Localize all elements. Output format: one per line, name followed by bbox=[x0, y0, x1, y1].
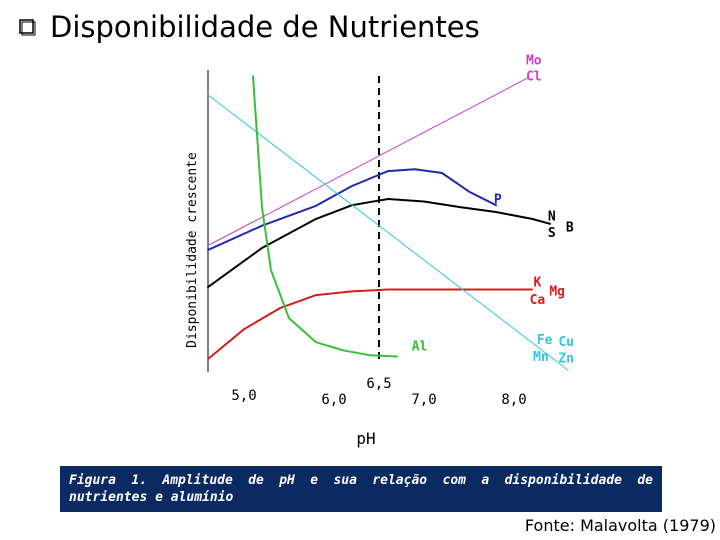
curve-label: Cl bbox=[525, 69, 542, 85]
curve-label: Fe bbox=[536, 333, 553, 349]
x-tick-label: 6,0 bbox=[321, 392, 347, 408]
curve-label: Zn bbox=[558, 351, 575, 367]
series-line bbox=[208, 78, 528, 245]
chart-series bbox=[208, 76, 568, 370]
chart-axes bbox=[185, 70, 527, 448]
curve-label: Cu bbox=[558, 334, 575, 350]
curve-label: B bbox=[565, 220, 574, 236]
x-tick-label: 8,0 bbox=[501, 392, 527, 408]
series-line bbox=[208, 290, 532, 360]
x-tick-label: 5,0 bbox=[231, 388, 257, 404]
curve-label: Ca bbox=[529, 292, 546, 308]
y-axis-label: Disponibilidade crescente bbox=[185, 152, 200, 348]
curve-label: K bbox=[533, 275, 542, 291]
series-line bbox=[208, 169, 496, 250]
page-title: Disponibilidade de Nutrientes bbox=[50, 10, 480, 44]
curve-label: P bbox=[493, 192, 502, 208]
figure-caption: Figura 1. Amplitude de pH e sua relação com a disponibilidade de nutrientes e alumínio bbox=[60, 466, 662, 512]
curve-label: Mo bbox=[525, 53, 542, 69]
x-tick-label: 7,0 bbox=[411, 392, 437, 408]
curve-label: Mg bbox=[549, 284, 566, 300]
curve-label: N bbox=[547, 209, 556, 225]
x-axis-label: pH bbox=[356, 429, 376, 448]
curve-label: Mn bbox=[533, 349, 549, 365]
chart-labels bbox=[412, 53, 574, 366]
curve-label: S bbox=[547, 225, 556, 241]
curve-label: Al bbox=[411, 339, 428, 355]
series-line bbox=[208, 95, 568, 370]
source-citation: Fonte: Malavolta (1979) bbox=[524, 516, 716, 535]
x-tick-label: 6,5 bbox=[366, 376, 392, 392]
